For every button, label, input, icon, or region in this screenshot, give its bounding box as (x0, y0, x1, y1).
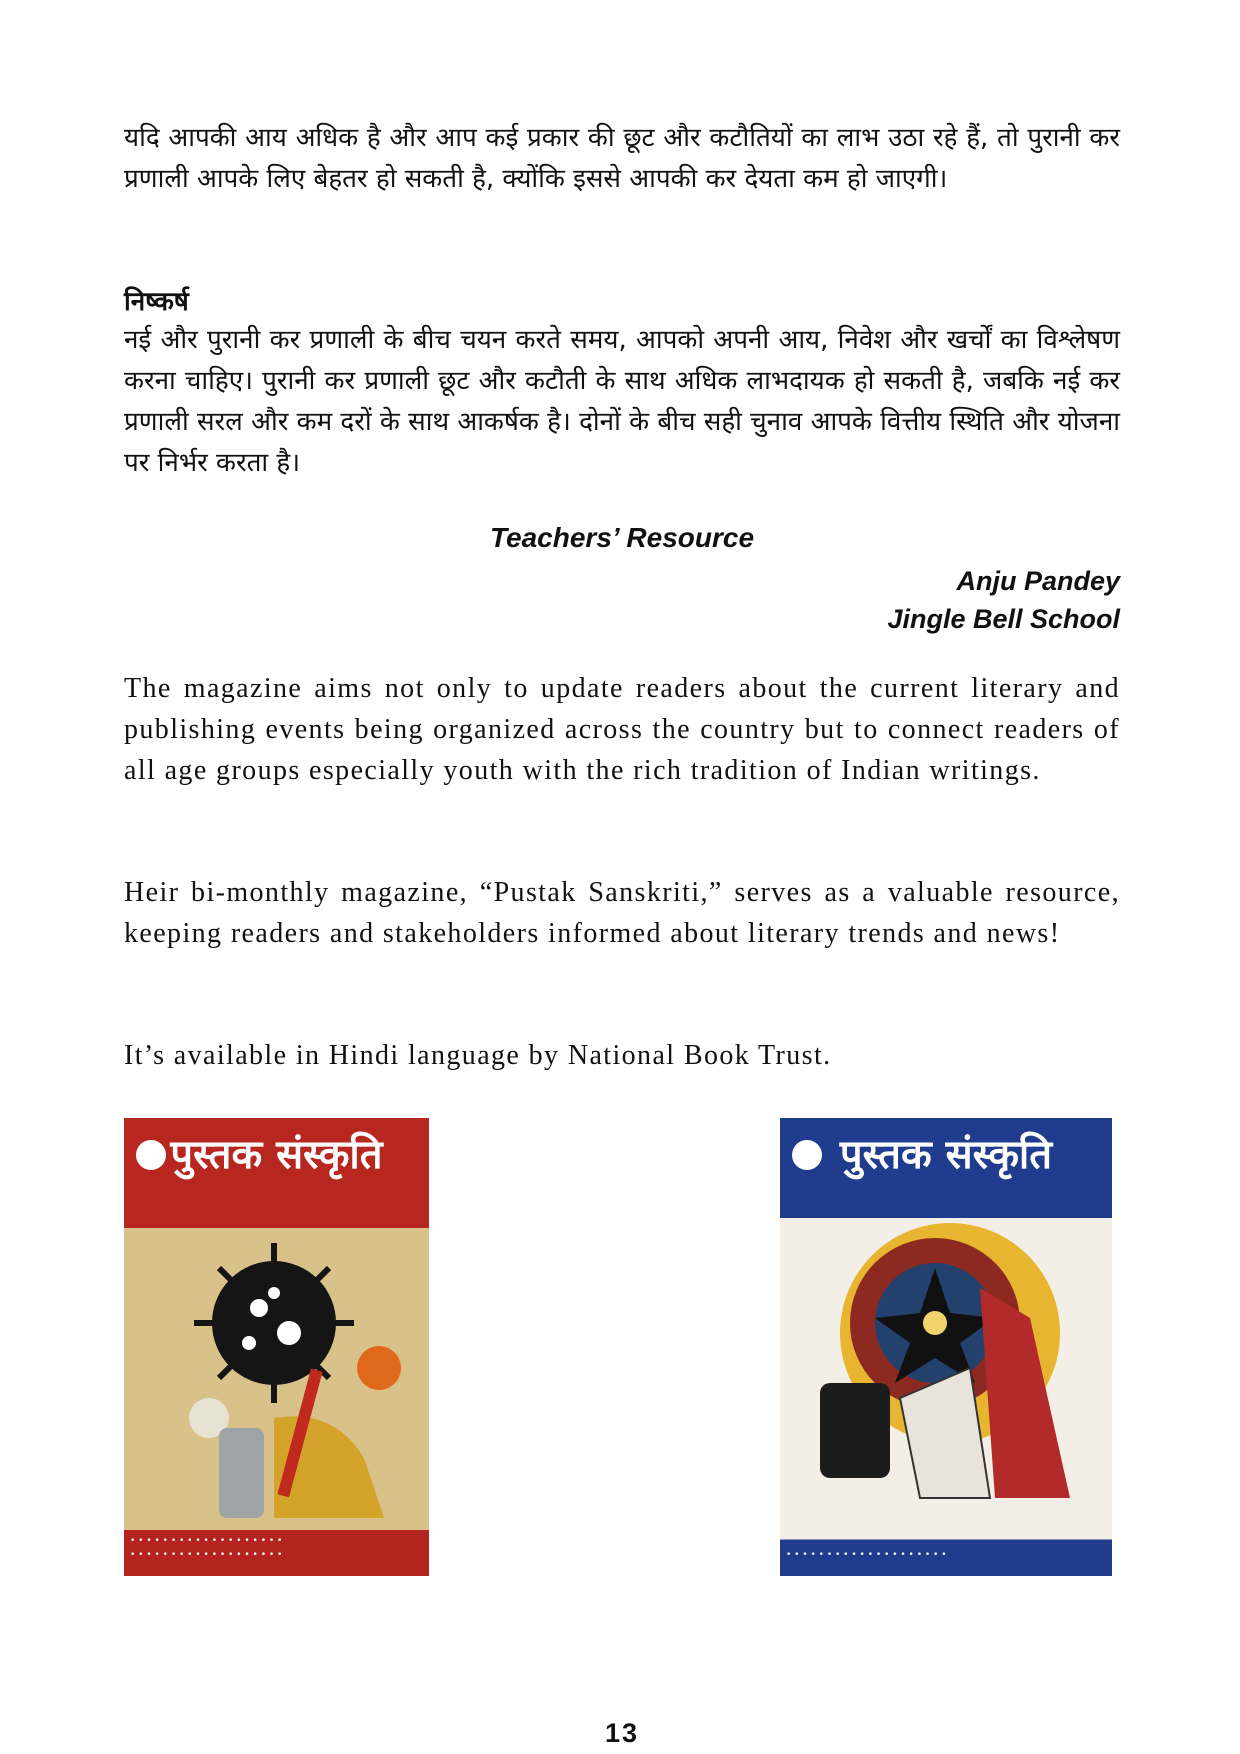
magazine-cover-2 (780, 1118, 1112, 1576)
conclusion-heading: निष्कर्ष (124, 287, 189, 317)
conclusion-paragraph: नई और पुरानी कर प्रणाली के बीच चयन करते समय, आपको अपनी आय, निवेश और खर्चों का विश्लेषण करना चाहिए। पुरानी कर प्रणाली छूट और कटौती के साथ अधिक लाभदायक हो सकती है, जबकि नई कर प्रणाली सरल और कम दरों के साथ आकर्षक है। दोनों के बीच सही चुनाव आपके वित्तीय स्थिति और योजना पर निर्भर करता है। (124, 325, 1120, 478)
section-title: Teachers’ Resource (489, 522, 755, 553)
page-number: 13 (604, 1718, 640, 1748)
author-school: Jingle Bell School (887, 604, 1120, 634)
resource-paragraph-1: The magazine aims not only to update readers about the current literary and publishing events being organized across the country but to connect readers of all age groups especially youth with the rich tradition of Indian writings. (124, 673, 1120, 786)
resource-paragraph-2: Heir bi-monthly magazine, “Pustak Sanskriti,” serves as a valuable resource, keeping readers and stakeholders informed about literary trends and news! (124, 877, 1120, 949)
virus-illustration (124, 1118, 429, 1576)
cover-masthead: पुस्तक संस्कृति (839, 1132, 1053, 1178)
folk-dance-illustration (780, 1118, 1112, 1576)
author-name: Anju Pandey (956, 566, 1120, 596)
cover-masthead: पुस्तक संस्कृति (170, 1132, 383, 1178)
cover-footer-strip: • • • • • • • • • • • • • • • • • • • • • • • • • • • • • • • • • • • • • • (130, 1536, 283, 1560)
author-block (887, 562, 1120, 638)
magazine-cover-1 (124, 1118, 429, 1576)
cover-footer-strip: • • • • • • • • • • • • • • • • • • • • (786, 1550, 947, 1560)
hindi-intro-paragraph: यदि आपकी आय अधिक है और आप कई प्रकार की छूट और कटौतियों का लाभ उठा रहे हैं, तो पुरानी कर प्रणाली आपके लिए बेहतर हो सकती है, क्योंकि इससे आपकी कर देयता कम हो जाएगी। (124, 123, 1120, 194)
resource-paragraph-3: It’s available in Hindi language by National Book Trust. (124, 1040, 832, 1071)
